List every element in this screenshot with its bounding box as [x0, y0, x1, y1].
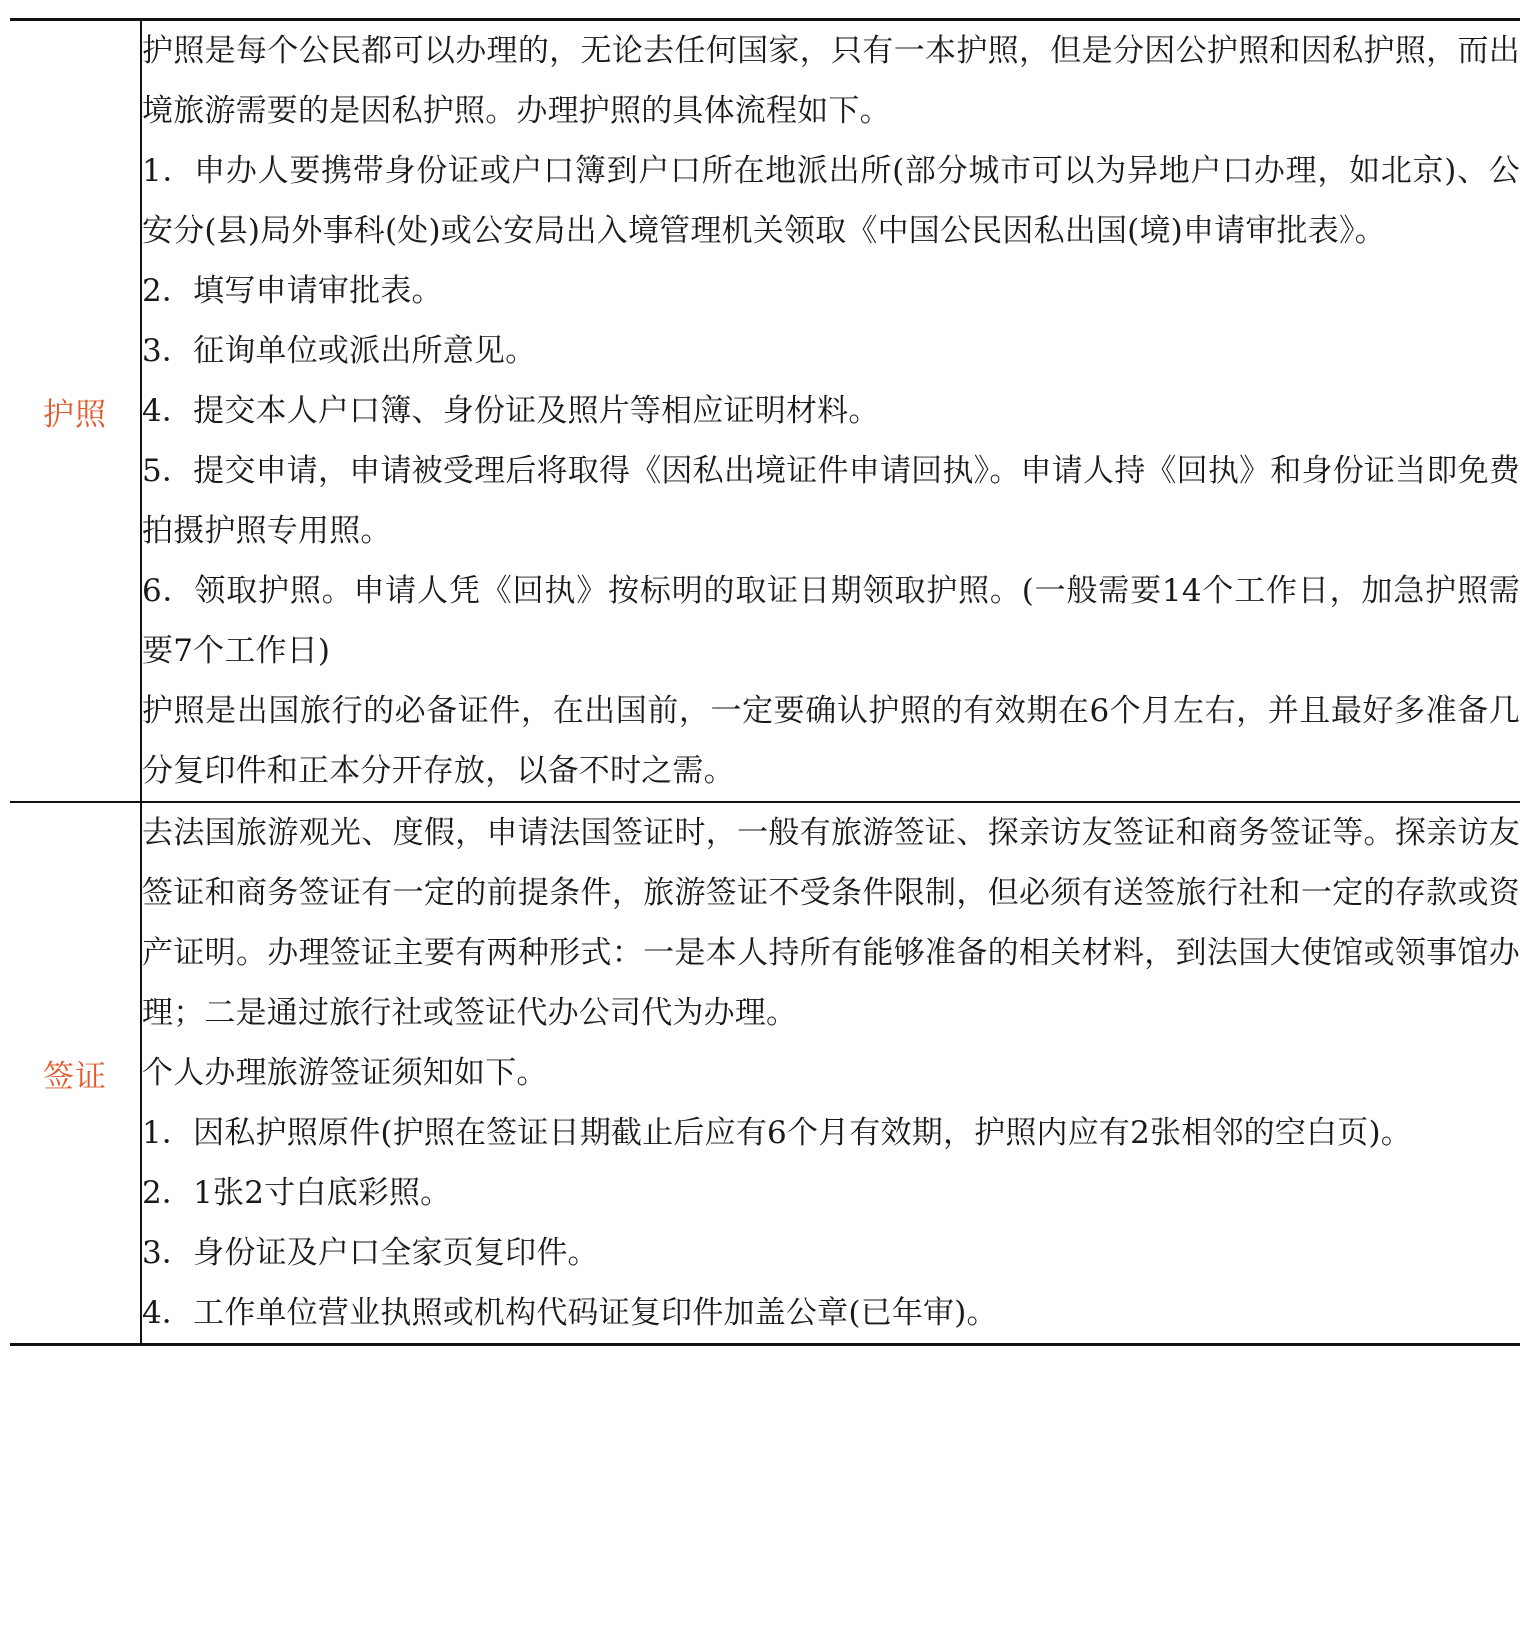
passport-label: 护照 — [43, 396, 107, 433]
visa-intro: 去法国旅游观光、度假，申请法国签证时，一般有旅游签证、探亲访友签证和商务签证等。探亲访友签证和商务签证有一定的前提条件，旅游签证不受条件限制，但必须有送签旅行社和一定的存款或资产证明。办理签证主要有两种形式：一是本人持所有能够准备的相关材料，到法国大使馆或领事馆办理；二是通过旅行社或签证代办公司代为办理。 — [142, 815, 1520, 1031]
visa-label-cell — [10, 802, 141, 1345]
visa-content — [141, 802, 1520, 1345]
visa-item-3: 3．身份证及户口全家页复印件。 — [142, 1235, 599, 1271]
passport-row — [10, 20, 1520, 803]
passport-step-2: 2．填写申请审批表。 — [142, 273, 443, 309]
visa-item-2: 2．1张2寸白底彩照。 — [142, 1175, 452, 1211]
passport-step-6: 6．领取护照。申请人凭《回执》按标明的取证日期领取护照。(一般需要14个工作日，加急护照需要7个工作日) — [142, 573, 1520, 669]
visa-requirements-heading: 个人办理旅游签证须知如下。 — [142, 1055, 548, 1091]
travel-documents-table — [10, 18, 1520, 1346]
passport-step-1: 1．申办人要携带身份证或户口簿到户口所在地派出所(部分城市可以为异地户口办理，如北京)、公安分(县)局外事科(处)或公安局出入境管理机关领取《中国公民因私出国(境)申请审批表》。 — [142, 153, 1520, 249]
passport-step-5: 5．提交申请，申请被受理后将取得《因私出境证件申请回执》。申请人持《回执》和身份证当即免费拍摄护照专用照。 — [142, 453, 1520, 549]
visa-row — [10, 802, 1520, 1345]
passport-content — [141, 20, 1520, 803]
passport-step-4: 4．提交本人户口簿、身份证及照片等相应证明材料。 — [142, 393, 880, 429]
passport-label-cell — [10, 20, 141, 803]
passport-step-3: 3．征询单位或派出所意见。 — [142, 333, 537, 369]
visa-label: 签证 — [43, 1058, 107, 1095]
passport-intro: 护照是每个公民都可以办理的，无论去任何国家，只有一本护照，但是分因公护照和因私护照，而出境旅游需要的是因私护照。办理护照的具体流程如下。 — [142, 33, 1520, 129]
visa-item-4: 4．工作单位营业执照或机构代码证复印件加盖公章(已年审)。 — [142, 1295, 998, 1331]
visa-item-1: 1．因私护照原件(护照在签证日期截止后应有6个月有效期，护照内应有2张相邻的空白页)。 — [142, 1115, 1412, 1151]
passport-note: 护照是出国旅行的必备证件，在出国前，一定要确认护照的有效期在6个月左右，并且最好多准备几分复印件和正本分开存放，以备不时之需。 — [142, 693, 1520, 789]
